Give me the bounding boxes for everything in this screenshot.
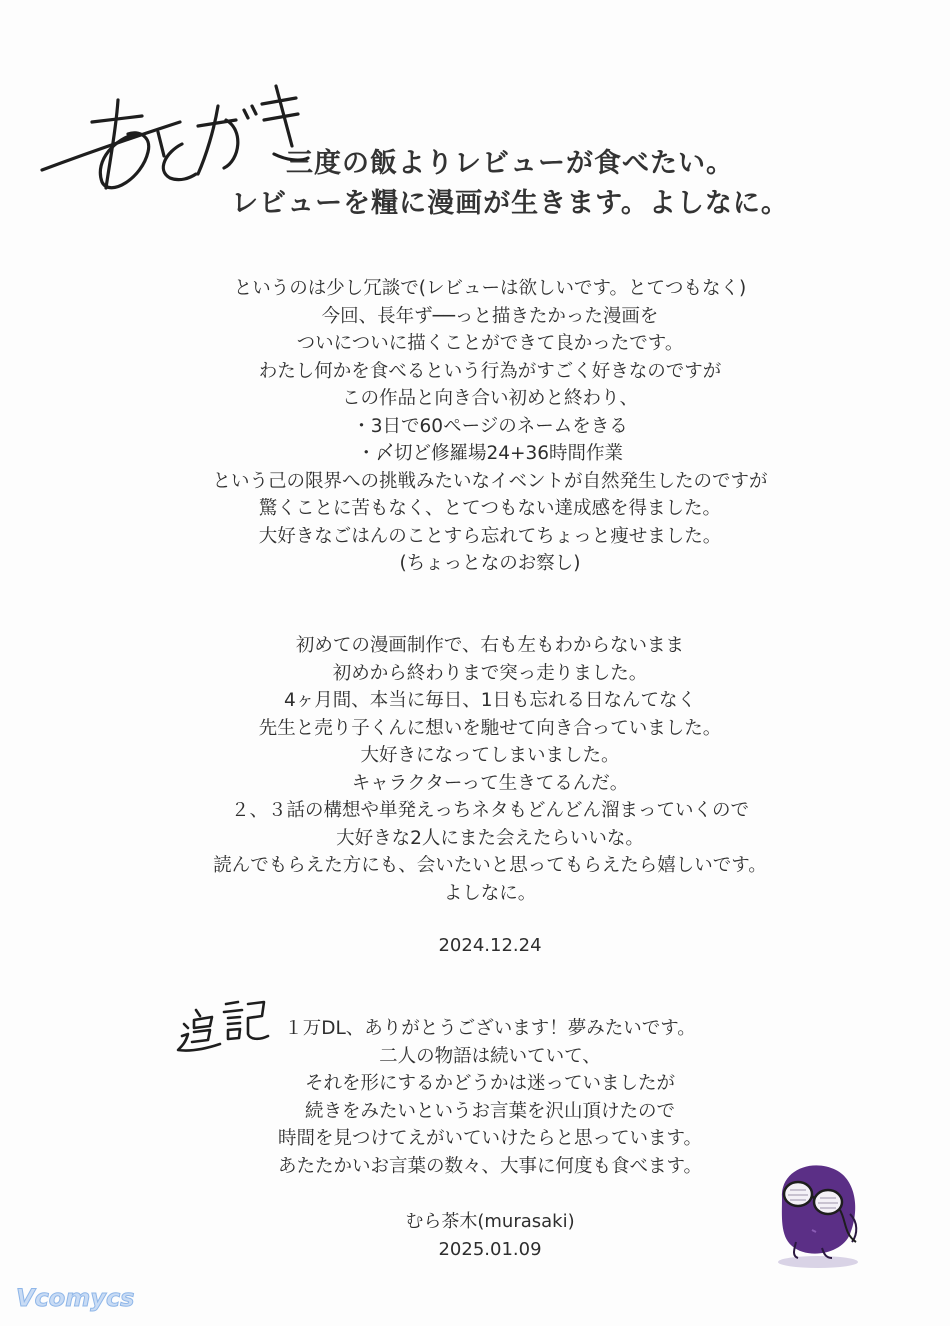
author-name: むら茶木(murasaki) (405, 1211, 575, 1232)
watermark-text: Vcomycs (16, 1284, 135, 1312)
mascot-illustration (752, 1150, 872, 1270)
paragraph-line: 初めから終わりまで突っ走りました。 (332, 662, 648, 684)
paragraph-line: 読んでもらえた方にも、会いたいと思ってもらえたら嬉しいです。 (213, 855, 767, 876)
paragraph-line: よしなに。 (443, 882, 537, 904)
paragraph-line: 今回、長年ず──っと描きたかった漫画を (321, 305, 659, 327)
paragraph-line: この作品と向き合い初めと終わり、 (341, 388, 638, 409)
postscript-line: あたたかいお言葉の数々、大事に何度も食べます。 (277, 1155, 703, 1177)
paragraph-line: 大好きになってしまいました。 (360, 745, 620, 766)
paragraph-line: ・3日で60ページのネームをきる (352, 415, 628, 437)
watermark-logo (14, 1278, 144, 1318)
paragraph-line: というのは少し冗談で(レビューは欲しいです。とてつもなく) (233, 278, 747, 299)
paragraph-line: 大好きな2人にまた会えたらいいな。 (336, 827, 644, 849)
first-date: 2024.12.24 (438, 935, 542, 956)
postscript-line: 二人の物語は続いていて、 (379, 1045, 601, 1067)
postscript-line: 続きをみたいというお言葉を沢山頂けたので (304, 1100, 675, 1122)
headline-line-1: 三度の飯よりレビューが食べたい。 (286, 148, 734, 179)
postscript-line: 時間を見つけてえがいていけたらと思っています。 (277, 1128, 703, 1149)
postscript-line: １万DL、ありがとうございます！夢みたいです。 (284, 1018, 696, 1039)
paragraph-line: 4ヶ月間、本当に毎日、1日も忘れる日なんてなく (283, 690, 697, 711)
paragraph-line: キャラクターって生きてるんだ。 (351, 772, 629, 794)
paragraph-line: ・〆切ど修羅場24+36時間作業 (356, 443, 624, 464)
paragraph-2 (110, 632, 870, 907)
paragraph-line: という己の限界への挑戦みたいなイベントが自然発生したのですが (212, 470, 768, 492)
postscript-line: それを形にするかどうかは迷っていましたが (304, 1073, 675, 1094)
headline (150, 144, 870, 224)
paragraph-line: ２、３話の構想や単発えっちネタもどんどん溜まっていくので (230, 800, 749, 821)
headline-line-2: レビューを糧に漫画が生きます。よしなに。 (231, 188, 789, 219)
paragraph-1 (110, 275, 870, 578)
paragraph-line: わたし何かを食べるという行為がすごく好きなのですが (258, 360, 722, 382)
paragraph-line: 先生と売り子くんに想いを馳せて向き合っていました。 (258, 717, 722, 739)
paragraph-line: 大好きなごはんのことすら忘れてちょっと痩せました。 (258, 525, 722, 547)
signature-date: 2025.01.09 (438, 1239, 542, 1260)
paragraph-line: 驚くことに苦もなく、とてつもない達成感を得ました。 (258, 498, 722, 519)
paragraph-line: 初めての漫画制作で、右も左もわからないまま (295, 635, 685, 656)
paragraph-line: (ちょっとなのお察し) (399, 553, 581, 574)
paragraph-line: ついについに描くことができて良かったです。 (296, 333, 684, 354)
